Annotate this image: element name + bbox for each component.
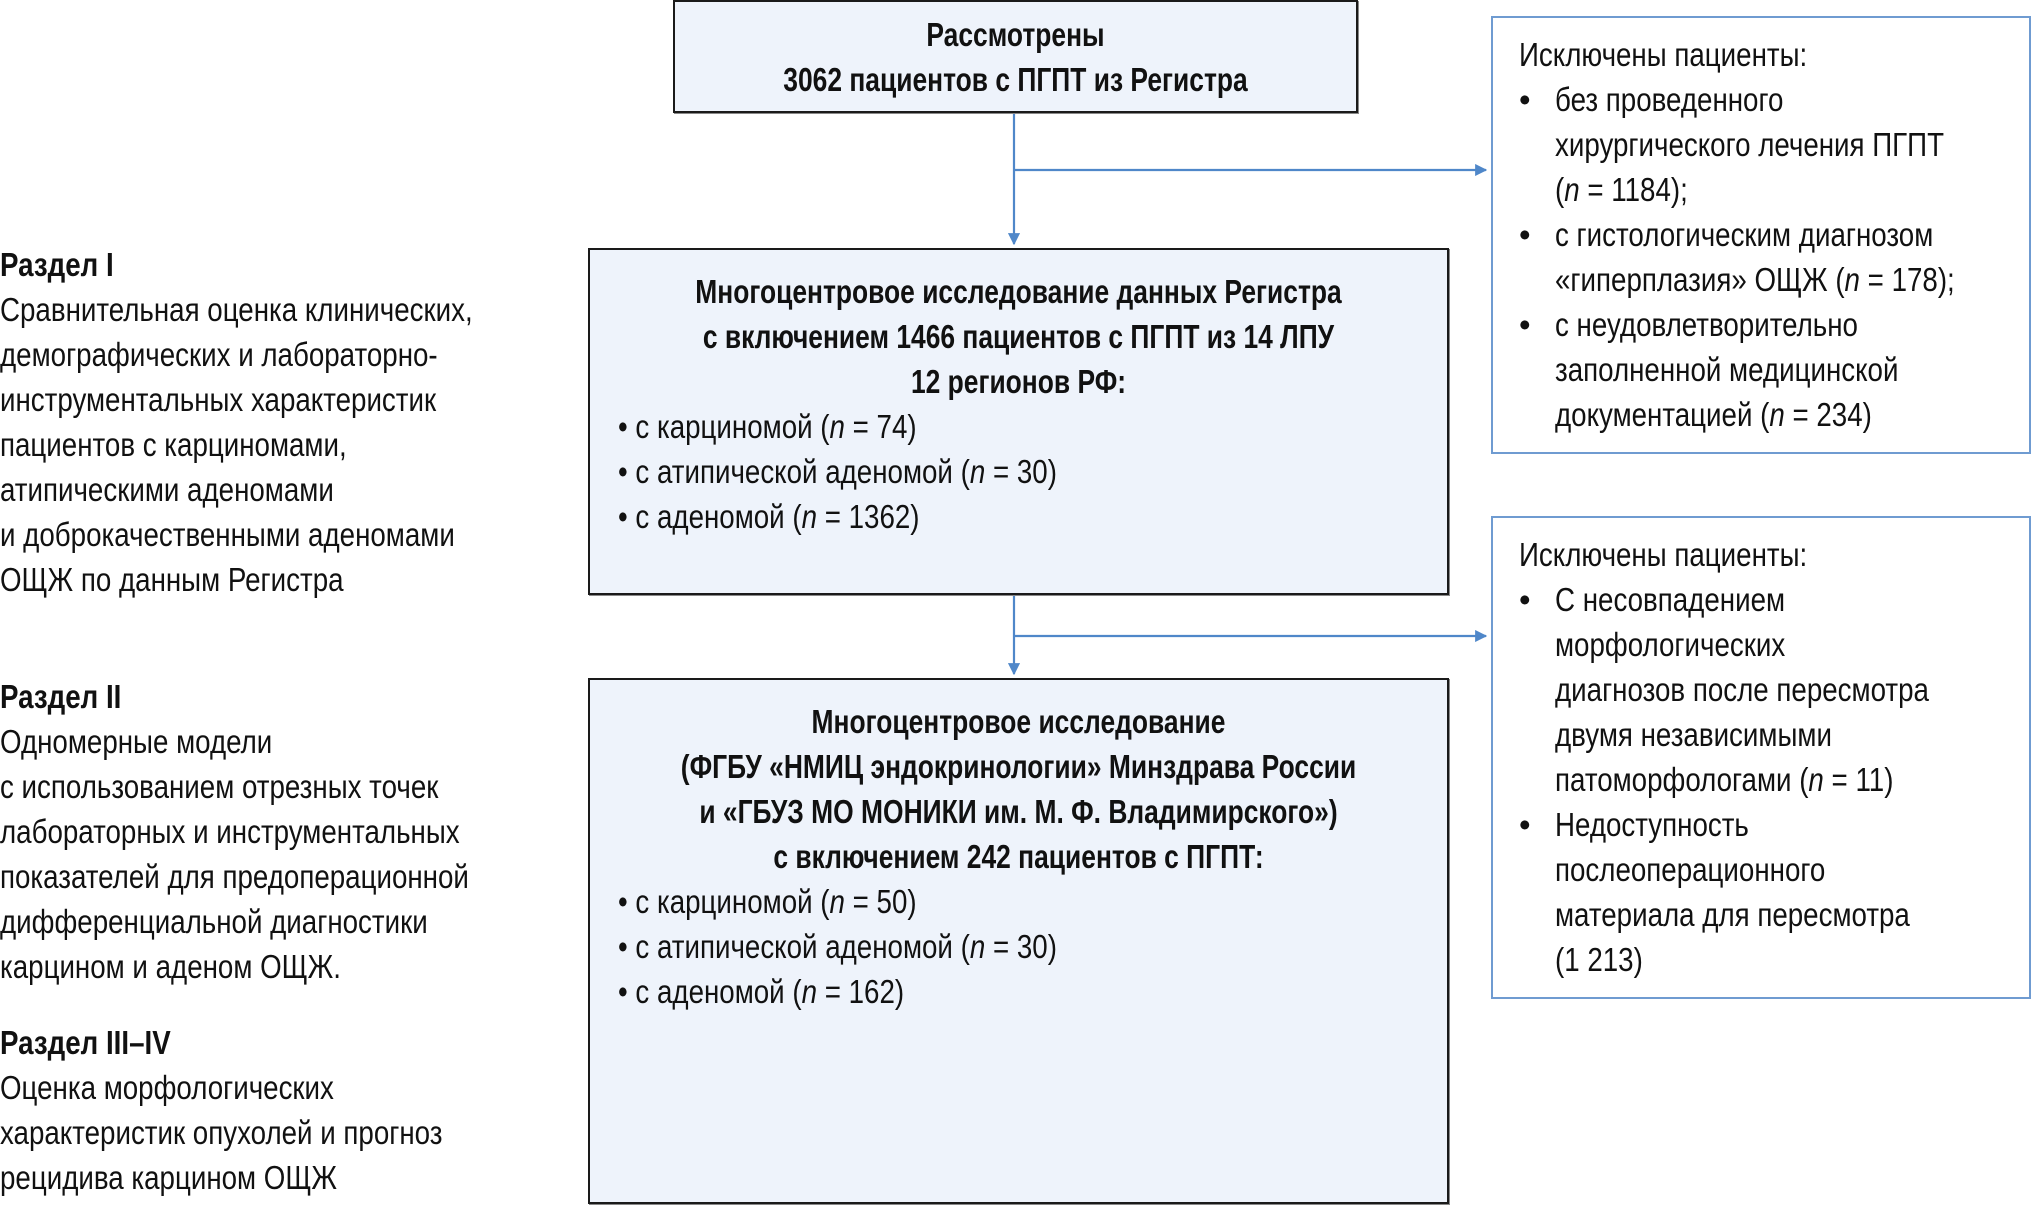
bullet-icon: • [618,408,628,445]
section-2 [0,674,580,989]
bullet-icon: • [618,453,628,490]
section-3-4-text: рецидива карцином ОЩЖ [0,1159,337,1196]
excluded-2-item-diagnosis-mismatch: • С несовпадением морфологических диагнозов после пересмотра двумя независимыми патоморфологами (n = 11) [1519,581,1929,798]
bullet-icon: • [618,498,628,535]
excluded-2-item-material-unavailable: • Недоступность послеоперационного материала для пересмотра (1 213) [1519,806,1910,978]
section-1-text: демографических и лабораторно- [0,336,438,373]
excluded-box-1 [1491,16,2031,454]
registry-title-line: 12 регионов РФ: [910,363,1127,400]
bullet-icon: • [1519,81,1531,118]
bullet-icon: • [1519,806,1531,843]
center-title-line: и «ГБУЗ МО МОНИКИ им. М. Ф. Владимирского») [699,793,1338,830]
section-2-text: с использованием отрезных точек [0,768,439,805]
excluded-box-2 [1491,516,2031,999]
registry-title-line: с включением 1466 пациентов с ПГПТ из 14 ЛПУ [702,318,1335,355]
section-1-text: Сравнительная оценка клинических, [0,291,473,328]
bullet-icon: • [1519,216,1531,253]
bullet-icon: • [618,973,628,1010]
excluded-1-item-hyperplasia: • с гистологическим диагнозом «гиперплазия» ОЩЖ (n = 178); [1519,216,1955,298]
center-title-line: (ФГБУ «НМИЦ эндокринологии» Минздрава России [680,748,1357,785]
bullet-icon: • [618,928,628,965]
center-item-carcinoma: • с карциномой (n = 50) [618,883,917,920]
bullet-icon: • [1519,306,1531,343]
bullet-icon: • [618,883,628,920]
center-item-atypical-adenoma: • с атипической аденомой (n = 30) [618,928,1057,965]
section-1 [0,242,580,602]
section-1-title: Раздел I [0,246,114,283]
center-title-line: Многоцентровое исследование [811,703,1226,740]
screened-count: 3062 пациентов с ПГПТ из Регистра [783,61,1248,98]
section-3-4-title: Раздел III–IV [0,1024,171,1061]
section-3-4-text: Оценка морфологических [0,1069,334,1106]
section-1-text: пациентов с карциномами, [0,426,347,463]
registry-item-atypical-adenoma: • с атипической аденомой (n = 30) [618,453,1057,490]
screened-title: Рассмотрены [926,16,1105,53]
registry-item-carcinoma: • с карциномой (n = 74) [618,408,917,445]
multicenter-study-box [588,678,1449,1204]
excluded-2-heading: Исключены пациенты: [1519,536,1808,573]
section-3-4 [0,1020,580,1200]
section-2-text: Одномерные модели [0,723,273,760]
registry-item-adenoma: • с аденомой (n = 1362) [618,498,920,535]
section-1-text: ОЩЖ по данным Регистра [0,561,344,598]
registry-title-line: Многоцентровое исследование данных Регистра [695,273,1342,310]
section-2-text: показателей для предоперационной [0,858,469,895]
excluded-1-item-incomplete-docs: • с неудовлетворительно заполненной медицинской документацией (n = 234) [1519,306,1899,433]
bullet-icon: • [1519,581,1531,618]
section-2-text: карцином и аденом ОЩЖ. [0,948,341,985]
section-1-text: инструментальных характеристик [0,381,437,418]
section-2-text: лабораторных и инструментальных [0,813,460,850]
excluded-1-heading: Исключены пациенты: [1519,36,1808,73]
section-1-text: и доброкачественными аденомами [0,516,455,553]
center-item-adenoma: • с аденомой (n = 162) [618,973,905,1010]
screened-patients-box [673,0,1358,113]
section-1-text: атипическими аденомами [0,471,334,508]
center-title-line: с включением 242 пациентов с ПГПТ: [773,838,1264,875]
registry-study-box [588,248,1449,595]
excluded-1-item-no-surgery: • без проведенного хирургического лечения ПГПТ (n = 1184); [1519,81,1945,208]
section-2-text: дифференциальной диагностики [0,903,428,940]
section-2-title: Раздел II [0,678,122,715]
section-3-4-text: характеристик опухолей и прогноз [0,1114,443,1151]
